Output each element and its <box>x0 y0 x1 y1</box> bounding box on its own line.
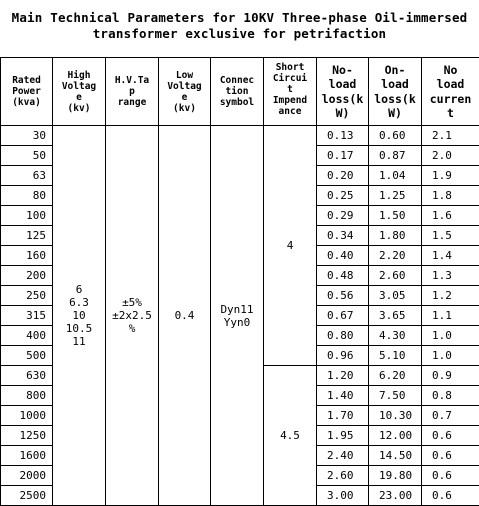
header-low-voltage: Low Voltag e (kv) <box>159 58 211 126</box>
cell-on-load-loss: 1.04 <box>369 166 422 186</box>
cell-rated-power: 160 <box>1 246 53 266</box>
header-row <box>1 58 479 126</box>
cell-rated-power: 315 <box>1 306 53 326</box>
cell-on-load-loss: 14.50 <box>369 446 422 466</box>
cell-no-load-current: 0.6 <box>422 466 479 486</box>
cell-no-load-loss: 0.56 <box>317 286 369 306</box>
cell-impedance-group-1: 4 <box>264 126 317 366</box>
cell-no-load-loss: 0.20 <box>317 166 369 186</box>
cell-no-load-loss: 1.70 <box>317 406 369 426</box>
cell-line: ±5% <box>106 296 158 309</box>
title-line-2: transformer exclusive for petrifaction <box>0 26 479 42</box>
cell-no-load-loss: 0.17 <box>317 146 369 166</box>
cell-on-load-loss: 0.60 <box>369 126 422 146</box>
cell-no-load-current: 0.6 <box>422 426 479 446</box>
cell-no-load-loss: 1.20 <box>317 366 369 386</box>
cell-on-load-loss: 2.20 <box>369 246 422 266</box>
table-row <box>1 126 479 146</box>
cell-no-load-current: 0.6 <box>422 486 479 506</box>
header-rated-power: Rated Power (kva) <box>1 58 53 126</box>
header-no-load-loss: No- load loss(k W) <box>317 58 369 126</box>
cell-no-load-current: 1.4 <box>422 246 479 266</box>
cell-hv-tap-range <box>106 126 159 506</box>
cell-no-load-loss: 0.13 <box>317 126 369 146</box>
cell-rated-power: 800 <box>1 386 53 406</box>
cell-line: % <box>106 322 158 335</box>
cell-no-load-loss: 0.29 <box>317 206 369 226</box>
cell-no-load-loss: 1.95 <box>317 426 369 446</box>
cell-rated-power: 630 <box>1 366 53 386</box>
cell-on-load-loss: 1.50 <box>369 206 422 226</box>
cell-line: 6.3 <box>53 296 105 309</box>
cell-rated-power: 200 <box>1 266 53 286</box>
cell-no-load-loss: 0.67 <box>317 306 369 326</box>
header-no-load-current: No load curren t <box>422 58 479 126</box>
cell-on-load-loss: 19.80 <box>369 466 422 486</box>
cell-no-load-loss: 0.34 <box>317 226 369 246</box>
cell-rated-power: 1250 <box>1 426 53 446</box>
cell-rated-power: 250 <box>1 286 53 306</box>
cell-on-load-loss: 23.00 <box>369 486 422 506</box>
cell-line: Dyn11 <box>211 303 263 316</box>
cell-no-load-loss: 0.25 <box>317 186 369 206</box>
cell-rated-power: 100 <box>1 206 53 226</box>
cell-rated-power: 500 <box>1 346 53 366</box>
cell-no-load-loss: 0.80 <box>317 326 369 346</box>
cell-rated-power: 1600 <box>1 446 53 466</box>
cell-on-load-loss: 1.80 <box>369 226 422 246</box>
cell-no-load-current: 0.8 <box>422 386 479 406</box>
cell-no-load-current: 1.6 <box>422 206 479 226</box>
parameters-table <box>0 57 479 506</box>
cell-line: ±2x2.5 <box>106 309 158 322</box>
document-title <box>0 10 479 42</box>
cell-rated-power: 2000 <box>1 466 53 486</box>
cell-line: 6 <box>53 283 105 296</box>
cell-connection-symbol <box>211 126 264 506</box>
cell-rated-power: 125 <box>1 226 53 246</box>
header-high-voltage: High Voltag e (kv) <box>53 58 106 126</box>
header-connection-symbol: Connec tion symbol <box>211 58 264 126</box>
cell-impedance-group-2: 4.5 <box>264 366 317 506</box>
cell-no-load-current: 1.9 <box>422 166 479 186</box>
cell-no-load-current: 2.1 <box>422 126 479 146</box>
cell-no-load-current: 1.8 <box>422 186 479 206</box>
cell-rated-power: 80 <box>1 186 53 206</box>
cell-no-load-current: 1.1 <box>422 306 479 326</box>
cell-no-load-loss: 2.60 <box>317 466 369 486</box>
cell-on-load-loss: 10.30 <box>369 406 422 426</box>
cell-rated-power: 50 <box>1 146 53 166</box>
title-line-1: Main Technical Parameters for 10KV Three-phase Oil-immersed <box>0 10 479 26</box>
cell-on-load-loss: 4.30 <box>369 326 422 346</box>
cell-on-load-loss: 0.87 <box>369 146 422 166</box>
cell-on-load-loss: 3.05 <box>369 286 422 306</box>
cell-rated-power: 1000 <box>1 406 53 426</box>
header-on-load-loss: On- load loss(k W) <box>369 58 422 126</box>
header-short-circuit-impedance: Short Circui t Impend ance <box>264 58 317 126</box>
cell-no-load-current: 1.0 <box>422 326 479 346</box>
cell-no-load-loss: 0.96 <box>317 346 369 366</box>
cell-rated-power: 30 <box>1 126 53 146</box>
cell-no-load-loss: 3.00 <box>317 486 369 506</box>
cell-no-load-current: 1.2 <box>422 286 479 306</box>
cell-no-load-current: 1.5 <box>422 226 479 246</box>
cell-low-voltage: 0.4 <box>159 126 211 506</box>
cell-no-load-loss: 1.40 <box>317 386 369 406</box>
cell-no-load-loss: 0.48 <box>317 266 369 286</box>
cell-on-load-loss: 3.65 <box>369 306 422 326</box>
cell-on-load-loss: 1.25 <box>369 186 422 206</box>
cell-high-voltage <box>53 126 106 506</box>
cell-on-load-loss: 2.60 <box>369 266 422 286</box>
cell-no-load-current: 0.9 <box>422 366 479 386</box>
cell-rated-power: 400 <box>1 326 53 346</box>
cell-no-load-current: 0.6 <box>422 446 479 466</box>
cell-line: Yyn0 <box>211 316 263 329</box>
cell-line: 10.5 <box>53 322 105 335</box>
cell-line: 10 <box>53 309 105 322</box>
cell-no-load-loss: 2.40 <box>317 446 369 466</box>
cell-no-load-current: 0.7 <box>422 406 479 426</box>
cell-on-load-loss: 12.00 <box>369 426 422 446</box>
cell-on-load-loss: 6.20 <box>369 366 422 386</box>
cell-on-load-loss: 5.10 <box>369 346 422 366</box>
cell-rated-power: 2500 <box>1 486 53 506</box>
cell-no-load-current: 1.0 <box>422 346 479 366</box>
cell-no-load-current: 2.0 <box>422 146 479 166</box>
cell-line: 11 <box>53 335 105 348</box>
cell-on-load-loss: 7.50 <box>369 386 422 406</box>
header-hv-tap-range: H.V.Ta p range <box>106 58 159 126</box>
cell-no-load-loss: 0.40 <box>317 246 369 266</box>
cell-rated-power: 63 <box>1 166 53 186</box>
cell-no-load-current: 1.3 <box>422 266 479 286</box>
